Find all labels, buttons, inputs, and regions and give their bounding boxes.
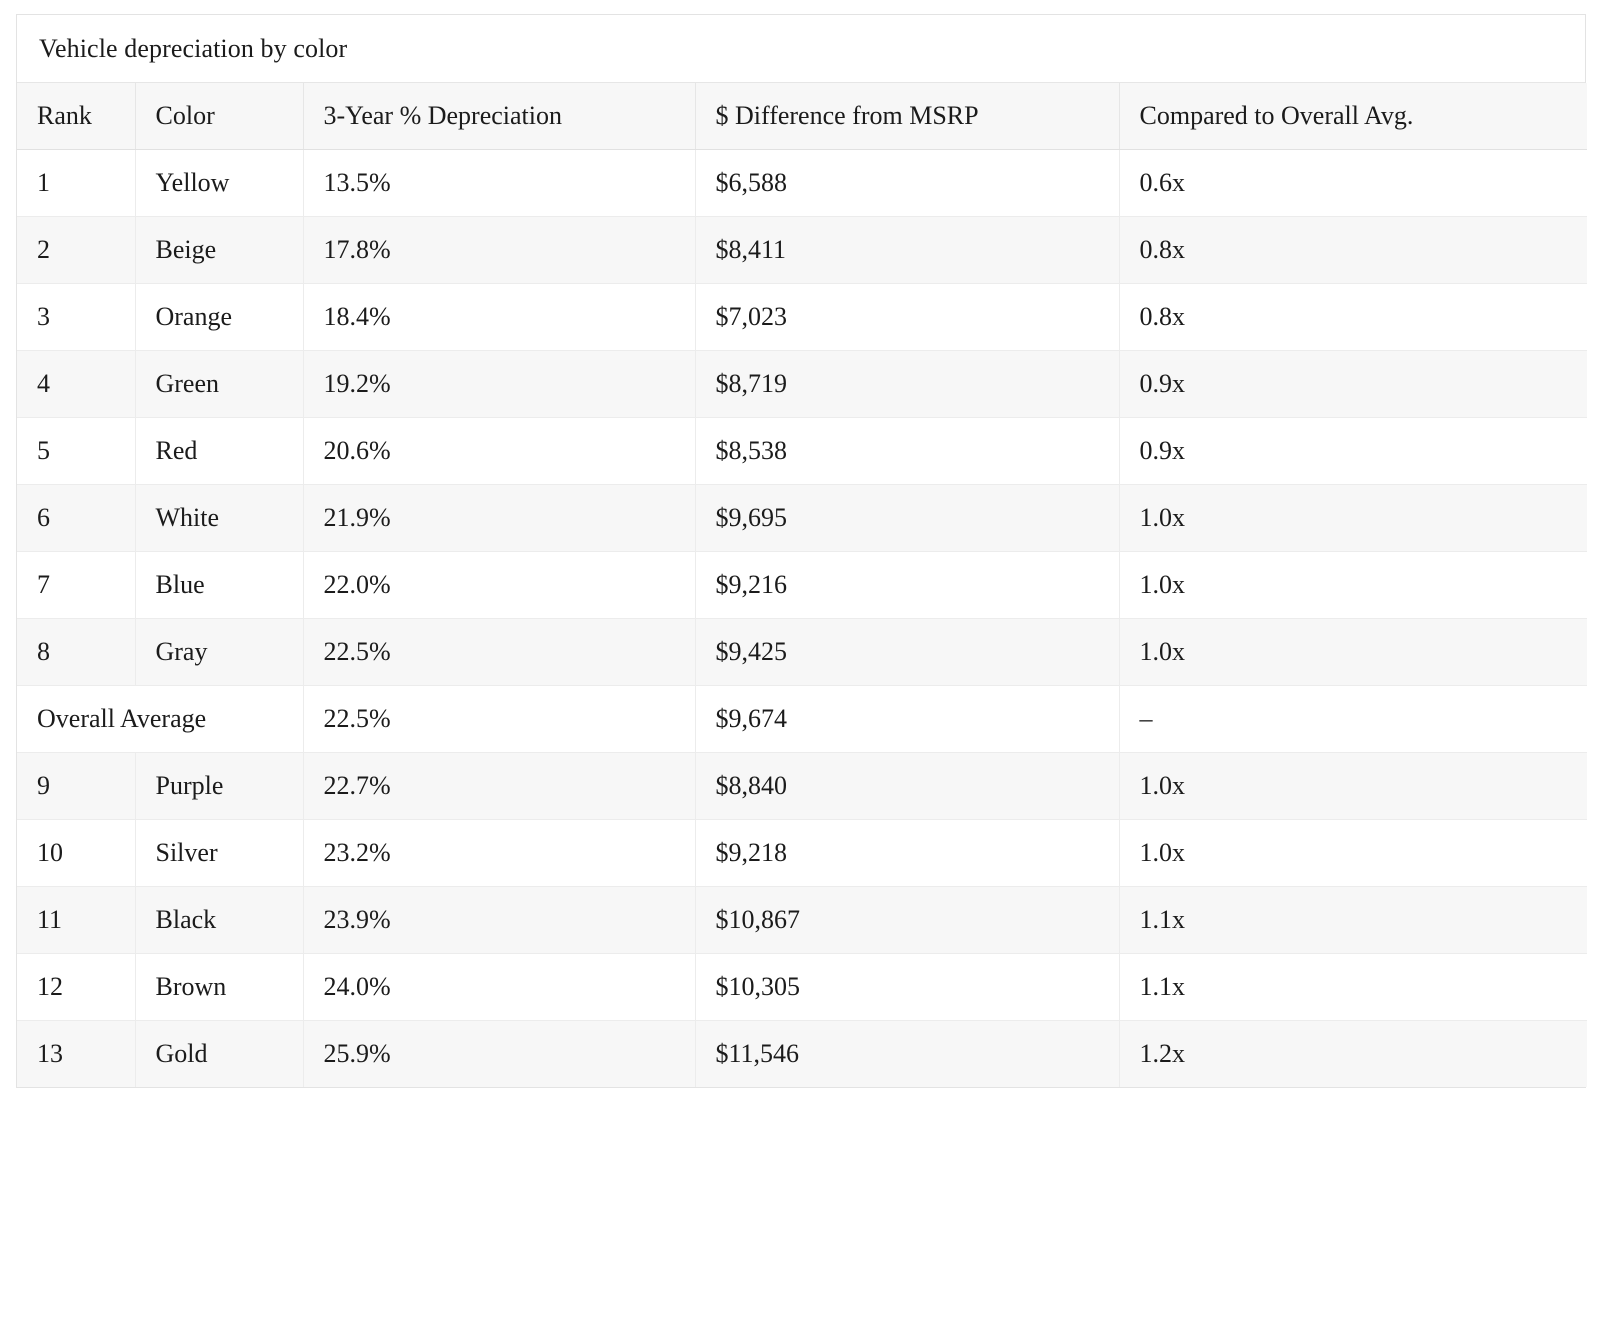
cell-compared: – (1119, 686, 1587, 753)
cell-color: Blue (135, 552, 303, 619)
table-row (17, 418, 1587, 485)
cell-color: Beige (135, 217, 303, 284)
table-header (17, 83, 1587, 150)
cell-difference: $8,411 (695, 217, 1119, 284)
cell-compared: 0.9x (1119, 351, 1587, 418)
table-row (17, 954, 1587, 1021)
cell-compared: 0.8x (1119, 217, 1587, 284)
depreciation-table (17, 83, 1587, 1087)
cell-rank: 7 (17, 552, 135, 619)
cell-rank: 8 (17, 619, 135, 686)
cell-depreciation: 21.9% (303, 485, 695, 552)
column-header-compared: Compared to Overall Avg. (1119, 83, 1587, 150)
cell-compared: 1.0x (1119, 753, 1587, 820)
cell-depreciation: 19.2% (303, 351, 695, 418)
cell-difference: $6,588 (695, 150, 1119, 217)
cell-difference: $9,218 (695, 820, 1119, 887)
cell-color: Black (135, 887, 303, 954)
cell-depreciation: 23.9% (303, 887, 695, 954)
column-header-depreciation: 3-Year % Depreciation (303, 83, 695, 150)
cell-difference: $9,674 (695, 686, 1119, 753)
depreciation-table-card (16, 14, 1586, 1088)
cell-color: Gray (135, 619, 303, 686)
cell-compared: 0.6x (1119, 150, 1587, 217)
table-row-summary (17, 686, 1587, 753)
table-row (17, 284, 1587, 351)
cell-color: Gold (135, 1021, 303, 1088)
cell-color: Red (135, 418, 303, 485)
cell-rank: 9 (17, 753, 135, 820)
cell-depreciation: 22.0% (303, 552, 695, 619)
cell-difference: $10,867 (695, 887, 1119, 954)
cell-difference: $11,546 (695, 1021, 1119, 1088)
cell-depreciation: 22.5% (303, 686, 695, 753)
table-row (17, 217, 1587, 284)
cell-rank: 3 (17, 284, 135, 351)
cell-depreciation: 24.0% (303, 954, 695, 1021)
table-row (17, 351, 1587, 418)
cell-rank: 12 (17, 954, 135, 1021)
cell-depreciation: 23.2% (303, 820, 695, 887)
table-row (17, 619, 1587, 686)
cell-difference: $8,538 (695, 418, 1119, 485)
cell-depreciation: 20.6% (303, 418, 695, 485)
cell-difference: $9,695 (695, 485, 1119, 552)
cell-depreciation: 22.7% (303, 753, 695, 820)
cell-difference: $7,023 (695, 284, 1119, 351)
cell-rank: 6 (17, 485, 135, 552)
cell-compared: 1.1x (1119, 954, 1587, 1021)
cell-color: Orange (135, 284, 303, 351)
cell-rank: 10 (17, 820, 135, 887)
cell-compared: 1.0x (1119, 820, 1587, 887)
cell-difference: $8,719 (695, 351, 1119, 418)
table-row (17, 552, 1587, 619)
cell-rank: 5 (17, 418, 135, 485)
cell-rank: 4 (17, 351, 135, 418)
cell-color: White (135, 485, 303, 552)
cell-compared: 0.9x (1119, 418, 1587, 485)
cell-compared: 1.1x (1119, 887, 1587, 954)
table-caption: Vehicle depreciation by color (17, 15, 1585, 83)
cell-rank: 13 (17, 1021, 135, 1088)
cell-depreciation: 13.5% (303, 150, 695, 217)
cell-rank: 1 (17, 150, 135, 217)
table-row (17, 753, 1587, 820)
cell-compared: 1.2x (1119, 1021, 1587, 1088)
cell-depreciation: 25.9% (303, 1021, 695, 1088)
cell-difference: $10,305 (695, 954, 1119, 1021)
table-row (17, 887, 1587, 954)
table-row (17, 150, 1587, 217)
cell-rank: 11 (17, 887, 135, 954)
table-body (17, 150, 1587, 1088)
cell-color: Yellow (135, 150, 303, 217)
cell-difference: $8,840 (695, 753, 1119, 820)
table-header-row (17, 83, 1587, 150)
cell-summary-label: Overall Average (17, 686, 303, 753)
column-header-difference: $ Difference from MSRP (695, 83, 1119, 150)
cell-rank: 2 (17, 217, 135, 284)
cell-color: Green (135, 351, 303, 418)
cell-depreciation: 17.8% (303, 217, 695, 284)
column-header-rank: Rank (17, 83, 135, 150)
cell-color: Purple (135, 753, 303, 820)
cell-depreciation: 22.5% (303, 619, 695, 686)
cell-compared: 0.8x (1119, 284, 1587, 351)
table-row (17, 1021, 1587, 1088)
cell-color: Brown (135, 954, 303, 1021)
table-row (17, 485, 1587, 552)
cell-compared: 1.0x (1119, 485, 1587, 552)
cell-difference: $9,216 (695, 552, 1119, 619)
cell-compared: 1.0x (1119, 619, 1587, 686)
table-row (17, 820, 1587, 887)
cell-difference: $9,425 (695, 619, 1119, 686)
cell-depreciation: 18.4% (303, 284, 695, 351)
column-header-color: Color (135, 83, 303, 150)
cell-color: Silver (135, 820, 303, 887)
cell-compared: 1.0x (1119, 552, 1587, 619)
